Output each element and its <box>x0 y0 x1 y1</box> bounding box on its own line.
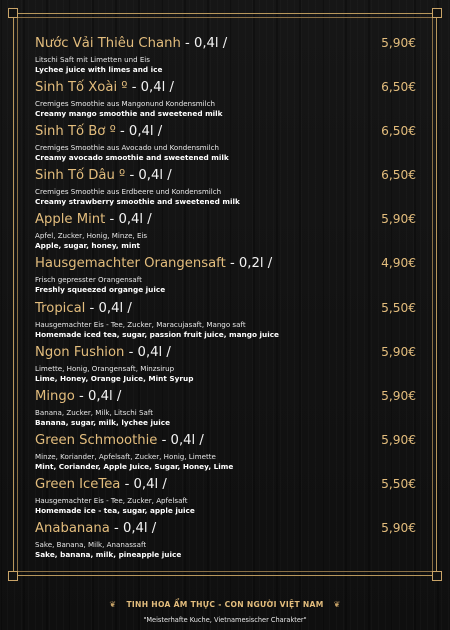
item-description-de: Cremiges Smoothie aus Mangonund Kondensmilch <box>35 99 216 109</box>
item-description-en: Lychee juice with limes and ice <box>35 65 163 74</box>
menu-item <box>35 80 416 124</box>
item-description-en: Mint, Coriander, Apple Juice, Sugar, Honey, Lime <box>35 461 234 471</box>
item-size: - 0,4l / <box>105 212 152 228</box>
frame-corner-ornament <box>432 8 442 18</box>
menu-item <box>35 521 416 565</box>
item-price: 6,50€ <box>381 168 416 183</box>
menu-item <box>35 124 416 168</box>
item-description-en: Banana, sugar, milk, lychee juice <box>35 417 171 427</box>
menu-item <box>35 212 416 256</box>
ornament-icon: ❦ <box>109 600 117 609</box>
item-description-de: Hausgemachter Eis - Tee, Zucker, Maracujasaft, Mango saft <box>35 319 246 329</box>
item-description-en: Sake, banana, milk, pineapple juice <box>35 550 182 560</box>
frame-corner-ornament <box>8 571 18 581</box>
item-price: 5,90€ <box>381 521 416 536</box>
item-size: - 0,4l / <box>115 124 163 140</box>
item-description-en: Creamy avocado smoothie and sweetened milk <box>35 153 229 163</box>
item-size: - 0,2l / <box>225 256 273 272</box>
item-price: 5,90€ <box>381 344 416 359</box>
footer-subtitle: "Meisterhafte Kuche, Vietnamesischer Charakter" <box>143 616 307 624</box>
item-name: Tropical - 0,4l / <box>35 300 132 316</box>
item-price: 5,50€ <box>381 300 416 315</box>
item-description-de: Litschi Saft mit Limetten und Eis <box>35 55 150 64</box>
menu-item <box>35 389 416 433</box>
item-description-de: Frisch gepresster Orangensaft <box>35 275 142 285</box>
item-price: 5,90€ <box>381 212 416 227</box>
item-description-de: Cremiges Smoothie aus Avocado und Kondensmilch <box>35 143 220 153</box>
item-description-en: Homemade ice - tea, sugar, apple juice <box>35 505 195 515</box>
item-price: 5,90€ <box>381 388 416 403</box>
item-description-de: Minze, Koriander, Apfelsaft, Zucker, Honig, Limette <box>35 451 216 461</box>
item-price: 5,50€ <box>381 476 416 491</box>
menu-item <box>35 433 416 477</box>
item-description-en: Creamy mango smoothie and sweetened milk <box>35 109 223 119</box>
item-price: 6,50€ <box>381 80 416 95</box>
footer-title-row <box>109 600 340 609</box>
item-name: Apple Mint - 0,4l / <box>35 212 152 228</box>
menu-item <box>35 301 416 345</box>
item-size: - 0,4l / <box>109 521 157 537</box>
item-name: Hausgemachter Orangensaft - 0,2l / <box>35 256 273 272</box>
item-size: - 0,4l / <box>124 344 171 360</box>
item-description-en: Lime, Honey, Orange Juice, Mint Syrup <box>35 373 194 383</box>
item-size: - 0,4l / <box>157 432 204 448</box>
item-size: - 0,4l / <box>74 388 122 404</box>
item-description-de: Apfel, Zucker, Honig, Minze, Eis <box>35 231 148 241</box>
item-size: - 0,4l / <box>180 36 228 51</box>
item-size: - 0,4l / <box>125 168 172 184</box>
item-description-de: Hausgemachter Eis - Tee, Zucker, Apfelsaft <box>35 495 188 505</box>
item-name: Anabanana - 0,4l / <box>35 521 157 537</box>
item-price: 5,90€ <box>381 36 416 50</box>
item-size: - 0,4l / <box>85 300 132 316</box>
item-description-de: Cremiges Smoothie aus Erdbeere und Kondensmilch <box>35 187 222 197</box>
item-size: - 0,4l / <box>127 80 174 96</box>
item-name: Ngon Fushion - 0,4l / <box>35 344 171 360</box>
menu-item <box>35 168 416 212</box>
item-name: Sinh Tố Xoài º - 0,4l / <box>35 80 174 96</box>
item-description-de: Banana, Zucker, Milk, Litschi Saft <box>35 407 154 417</box>
item-size: - 0,4l / <box>120 476 167 492</box>
item-description-de: Limette, Honig, Orangensaft, Minzsirup <box>35 363 175 373</box>
item-name: Mingo - 0,4l / <box>35 388 122 404</box>
item-description-en: Creamy strawberry smoothie and sweetened milk <box>35 197 240 207</box>
item-description-en: Apple, sugar, honey, mint <box>35 241 141 251</box>
ornament-icon: ❦ <box>333 600 341 609</box>
item-price: 6,50€ <box>381 124 416 139</box>
item-description-en: Homemade iced tea, sugar, passion fruit juice, mango juice <box>35 329 279 339</box>
item-name: Green Schmoothie - 0,4l / <box>35 432 204 448</box>
frame-corner-ornament <box>432 571 442 581</box>
menu-footer <box>0 592 450 624</box>
menu-item <box>35 345 416 389</box>
footer-title: TINH HOA ẨM THỰC - CON NGƯỜI VIỆT NAM <box>126 600 324 609</box>
item-price: 5,90€ <box>381 432 416 447</box>
item-name: Nước Vải Thiêu Chanh - 0,4l / <box>35 36 228 51</box>
item-description-en: Freshly squeezed organge juice <box>35 285 166 295</box>
menu-item <box>35 477 416 521</box>
item-description-de: Sake, Banana, Milk, Ananassaft <box>35 540 147 550</box>
drink-menu-list <box>35 36 416 565</box>
item-name: Sinh Tố Bơ º - 0,4l / <box>35 124 163 140</box>
item-name: Green IceTea - 0,4l / <box>35 476 167 492</box>
item-price: 4,90€ <box>381 256 416 271</box>
frame-corner-ornament <box>8 8 18 18</box>
item-name: Sinh Tố Dâu º - 0,4l / <box>35 168 172 184</box>
menu-item <box>35 256 416 300</box>
menu-item <box>35 36 416 80</box>
